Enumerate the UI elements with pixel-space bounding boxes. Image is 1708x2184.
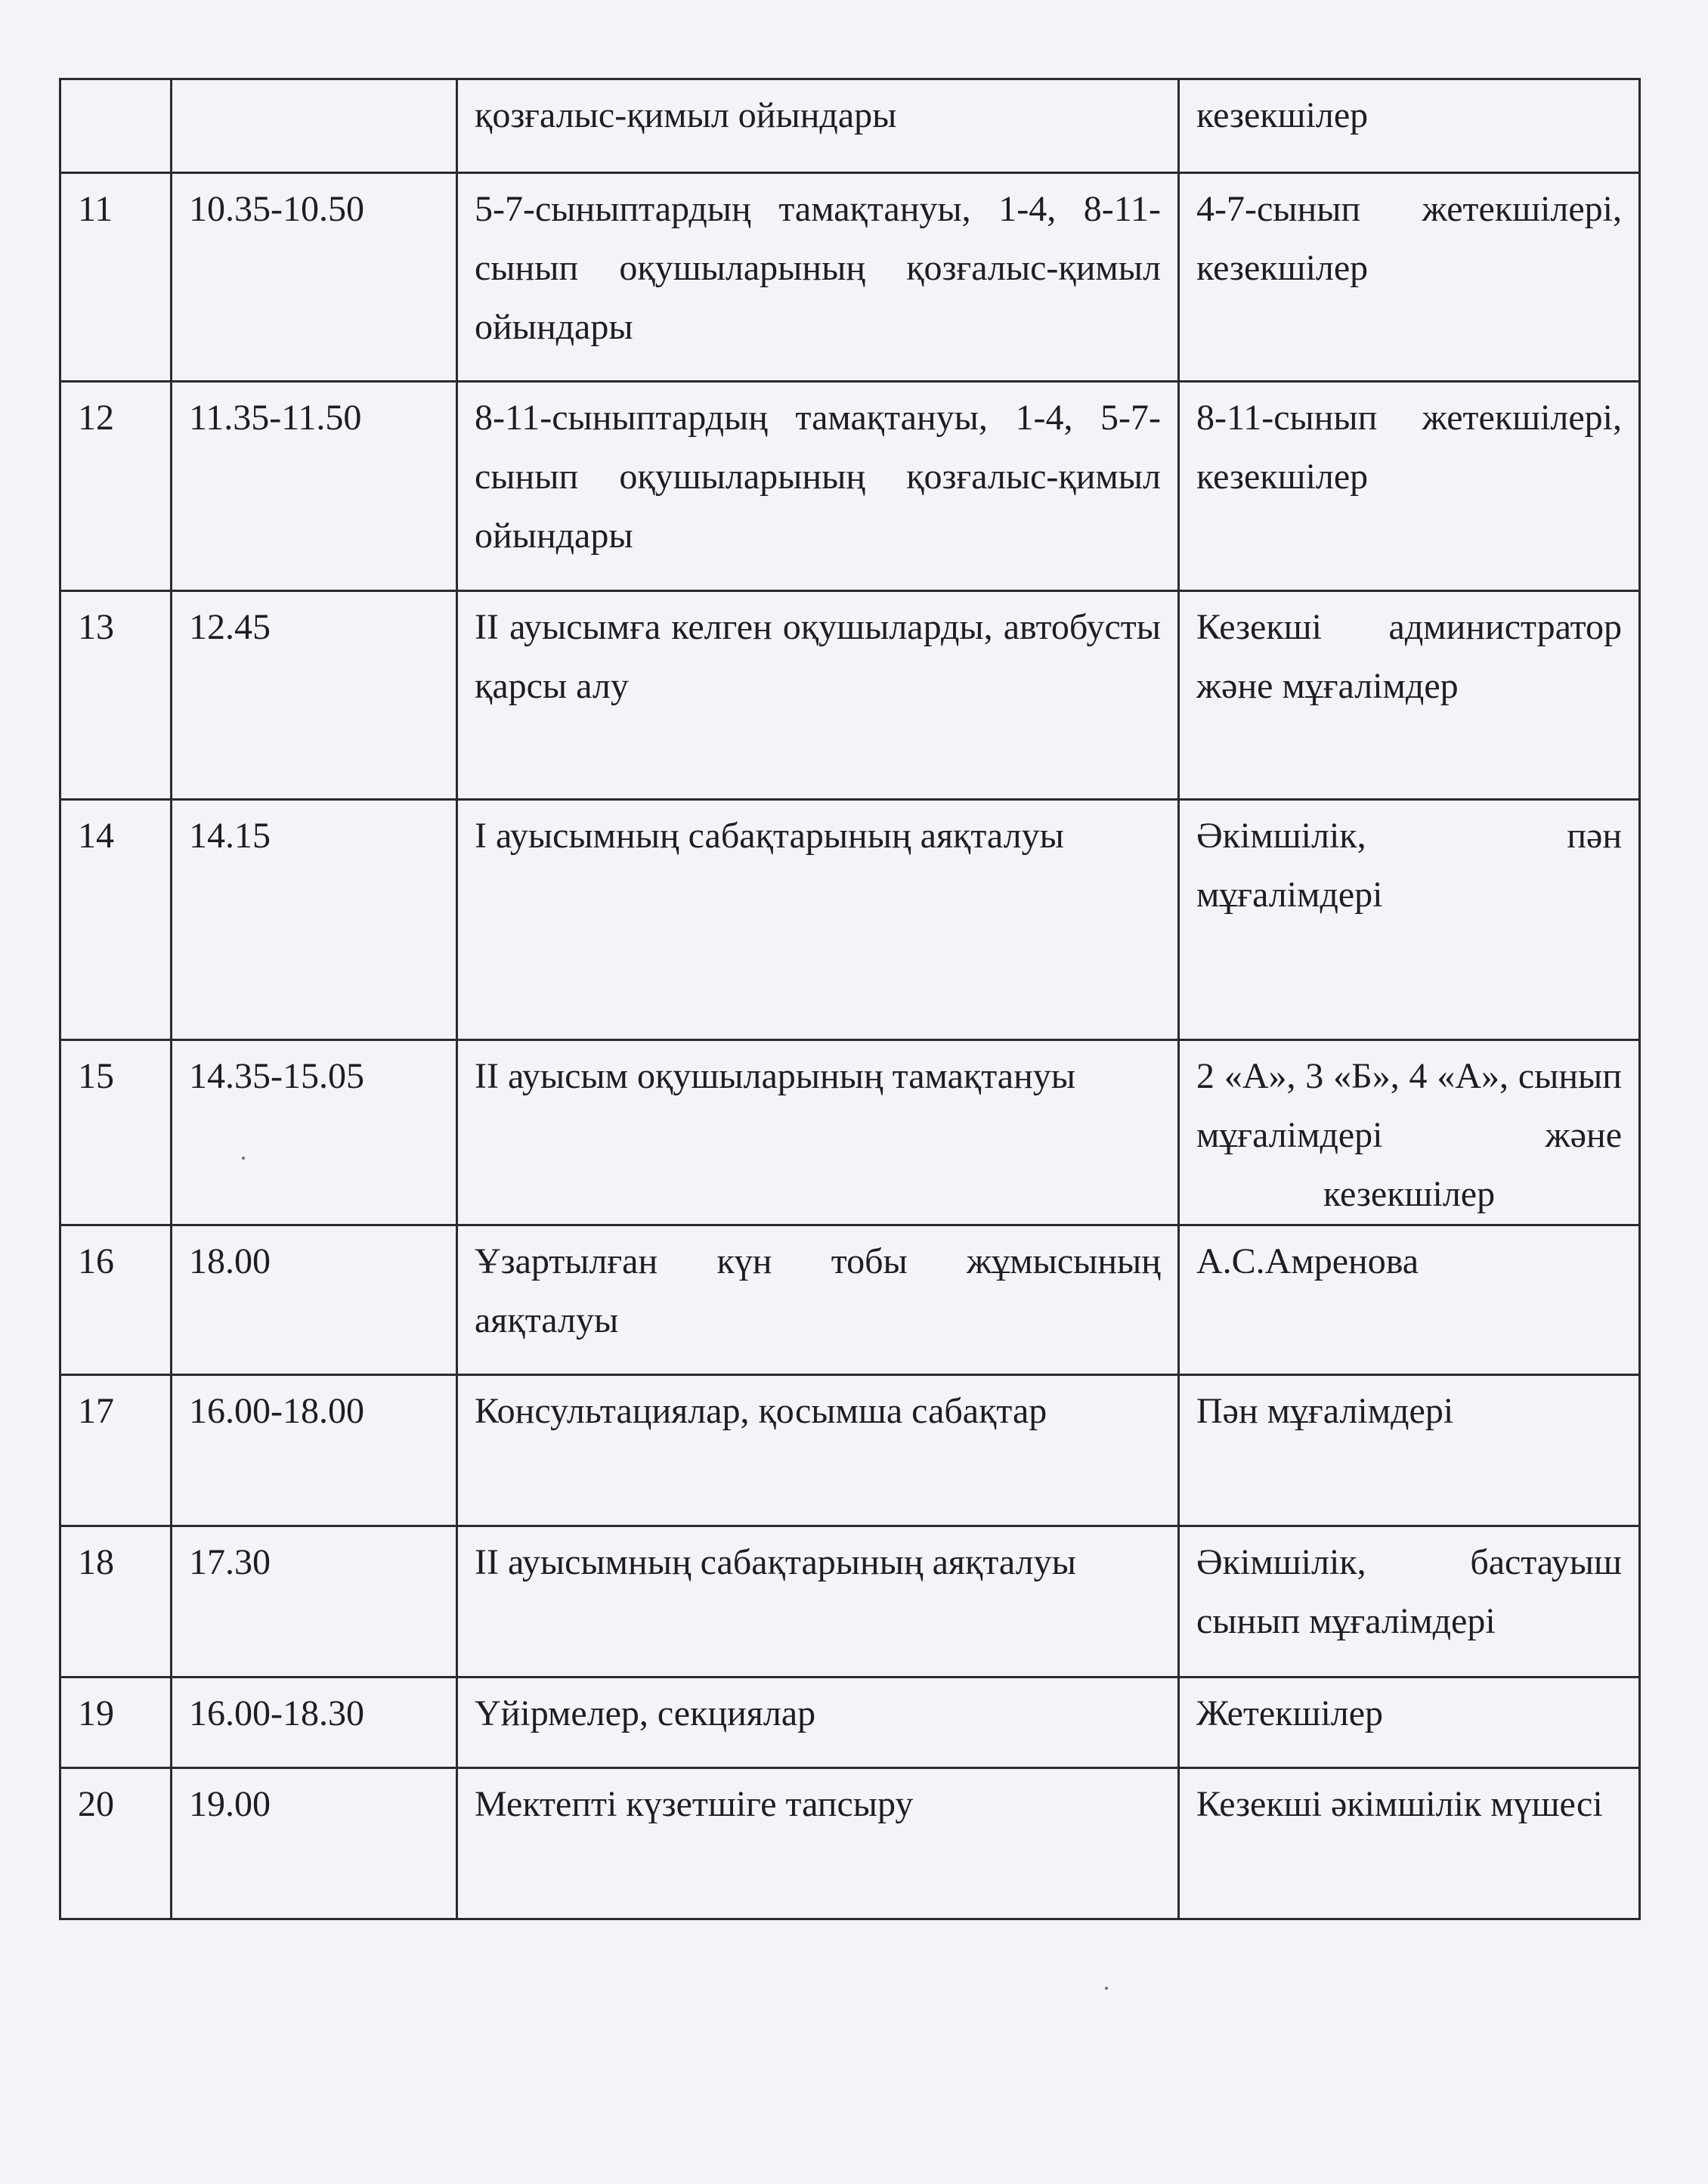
row-number: 14 — [60, 800, 172, 1040]
table-row — [60, 591, 1640, 800]
scan-speck — [1105, 1987, 1108, 1990]
row-time: 19.00 — [172, 1768, 457, 1919]
row-number: 20 — [60, 1768, 172, 1919]
table-row — [60, 800, 1640, 1040]
row-number: 15 — [60, 1040, 172, 1225]
row-responsible: Пән мұғалімдері — [1179, 1375, 1640, 1526]
row-event: Мектепті күзетшіге тапсыру — [457, 1768, 1179, 1919]
row-event: 8-11-сыныптардың тамақтануы, 1-4, 5-7-сынып оқушыларының қозғалыс-қимыл ойындары — [457, 382, 1179, 591]
row-time: 11.35-11.50 — [172, 382, 457, 591]
row-time: 14.35-15.05 — [172, 1040, 457, 1225]
row-number: 11 — [60, 173, 172, 382]
row-number: 17 — [60, 1375, 172, 1526]
table-row — [60, 1677, 1640, 1768]
row-responsible: Кезекші администратор және мұғалімдер — [1179, 591, 1640, 800]
row-time: 14.15 — [172, 800, 457, 1040]
row-event: 5-7-сыныптардың тамақтануы, 1-4, 8-11-сынып оқушыларының қозғалыс-қимыл ойындары — [457, 173, 1179, 382]
row-event: Ұзартылған күн тобы жұмысының аяқталуы — [457, 1225, 1179, 1375]
row-responsible: кезекшілер — [1179, 79, 1640, 173]
row-responsible: А.С.Амренова — [1179, 1225, 1640, 1375]
row-time: 17.30 — [172, 1526, 457, 1677]
row-responsible: Әкімшілік, бастауыш сынып мұғалімдері — [1179, 1526, 1640, 1677]
row-responsible: 2 «А», 3 «Б», 4 «А», сынып мұғалімдері және кезекшілер — [1179, 1040, 1640, 1225]
row-time: 18.00 — [172, 1225, 457, 1375]
row-number — [60, 79, 172, 173]
scan-speck — [242, 1157, 245, 1160]
row-number: 19 — [60, 1677, 172, 1768]
row-event: Консультациялар, қосымша сабақтар — [457, 1375, 1179, 1526]
table-row — [60, 173, 1640, 382]
row-event: ІІ ауысымға келген оқушыларды, автобусты қарсы алу — [457, 591, 1179, 800]
table-row — [60, 382, 1640, 591]
row-number: 12 — [60, 382, 172, 591]
table-row — [60, 1526, 1640, 1677]
table-row — [60, 1225, 1640, 1375]
row-number: 16 — [60, 1225, 172, 1375]
row-event: Үйірмелер, секциялар — [457, 1677, 1179, 1768]
row-event: ІІ ауысымның сабақтарының аяқталуы — [457, 1526, 1179, 1677]
table-row — [60, 1375, 1640, 1526]
row-responsible: Кезекші әкімшілік мүшесі — [1179, 1768, 1640, 1919]
row-event: ІІ ауысым оқушыларының тамақтануы — [457, 1040, 1179, 1225]
table-row — [60, 79, 1640, 173]
row-time: 16.00-18.00 — [172, 1375, 457, 1526]
schedule-table — [59, 78, 1641, 1920]
row-event: қозғалыс-қимыл ойындары — [457, 79, 1179, 173]
row-responsible: 8-11-сынып жетекшілері, кезекшілер — [1179, 382, 1640, 591]
row-event: І ауысымның сабақтарының аяқталуы — [457, 800, 1179, 1040]
row-time: 10.35-10.50 — [172, 173, 457, 382]
row-responsible: 4-7-сынып жетекшілері, кезекшілер — [1179, 173, 1640, 382]
table-row — [60, 1040, 1640, 1225]
row-time: 12.45 — [172, 591, 457, 800]
table-row — [60, 1768, 1640, 1919]
row-number: 18 — [60, 1526, 172, 1677]
row-time — [172, 79, 457, 173]
row-time: 16.00-18.30 — [172, 1677, 457, 1768]
row-responsible: Әкімшілік, пән мұғалімдері — [1179, 800, 1640, 1040]
row-number: 13 — [60, 591, 172, 800]
row-responsible: Жетекшілер — [1179, 1677, 1640, 1768]
